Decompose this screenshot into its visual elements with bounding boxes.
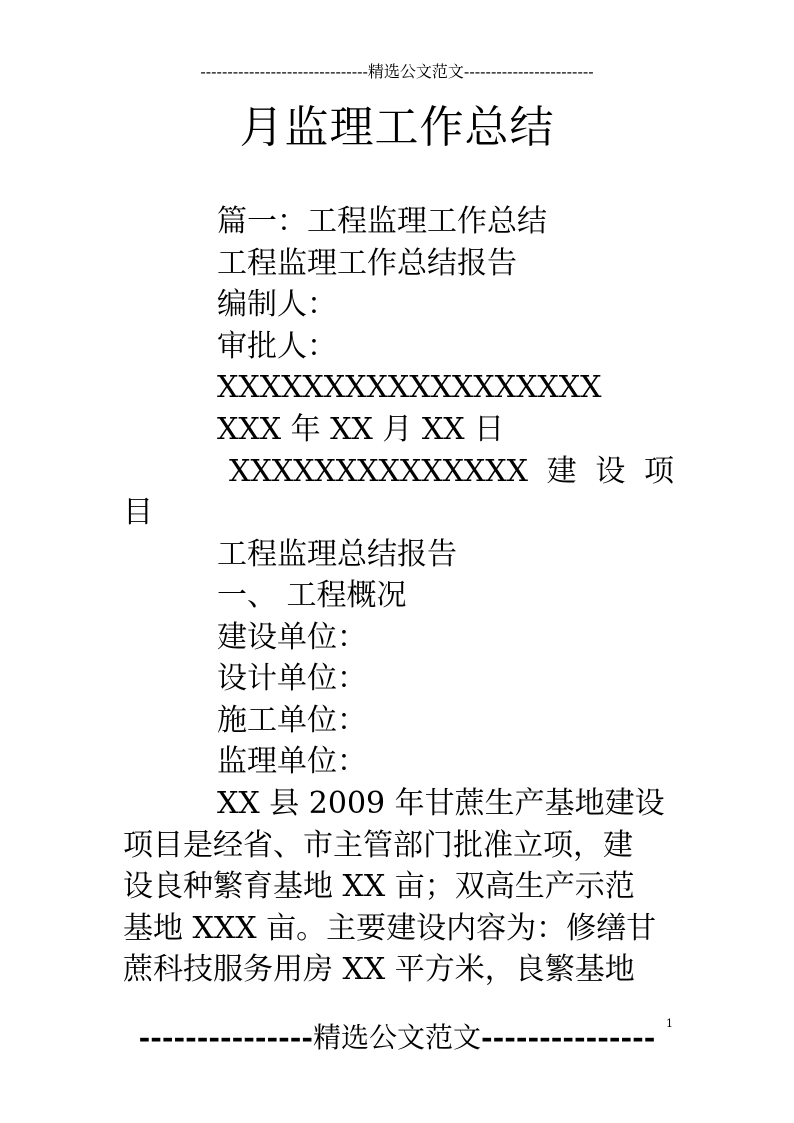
body-line: 基地 XXX 亩。主要建设内容为：修缮甘 (123, 911, 657, 946)
body-text: 设 (595, 454, 626, 489)
body-line: 蔗科技服务用房 XX 平方米，良繁基地 (123, 952, 635, 987)
body-line: 审批人： (217, 329, 337, 364)
body-line: 监理单位： (217, 744, 367, 779)
body-line: XXXXXXXXXXXXXXXXXX (217, 370, 602, 405)
page-number: 1 (666, 1017, 673, 1030)
footer-left-dashes: --------------- (138, 1021, 313, 1054)
header-left-dashes: ------------------------------- (200, 62, 368, 81)
body-line: 篇一：工程监理工作总结 (217, 204, 547, 239)
body-line-justified (217, 452, 674, 492)
body-line: 施工单位： (217, 703, 367, 738)
body-line: 设良种繁育基地 XX 亩；双高生产示范 (123, 869, 635, 904)
body-line: 目 (123, 495, 153, 530)
section-heading: 一、 工程概况 (217, 578, 407, 613)
body-text: XXXXXXXXXXXXXX (229, 454, 529, 489)
footer-right-dashes: --------------- (481, 1021, 656, 1054)
footer-label: 精选公文范文 (312, 1021, 481, 1054)
page-header (0, 60, 794, 84)
body-line: 工程监理工作总结报告 (217, 246, 517, 281)
body-line: 编制人： (217, 287, 337, 322)
body-line: 项目是经省、市主管部门批准立项，建 (123, 828, 633, 863)
header-right-dashes: ------------------------ (463, 62, 594, 81)
header-label: 精选公文范文 (367, 62, 464, 81)
body-line: 设计单位： (217, 661, 367, 696)
body-line: XXX 年 XX 月 XX 日 (217, 412, 505, 447)
page-footer (0, 1018, 794, 1058)
body-line: 工程监理总结报告 (217, 537, 457, 572)
body-line: 建设单位： (217, 620, 367, 655)
document-title: 月监理工作总结 (239, 102, 555, 153)
body-text: 项 (643, 454, 674, 489)
body-line: XX 县 2009 年甘蔗生产基地建设 (217, 786, 665, 821)
body-text: 建 (546, 454, 577, 489)
